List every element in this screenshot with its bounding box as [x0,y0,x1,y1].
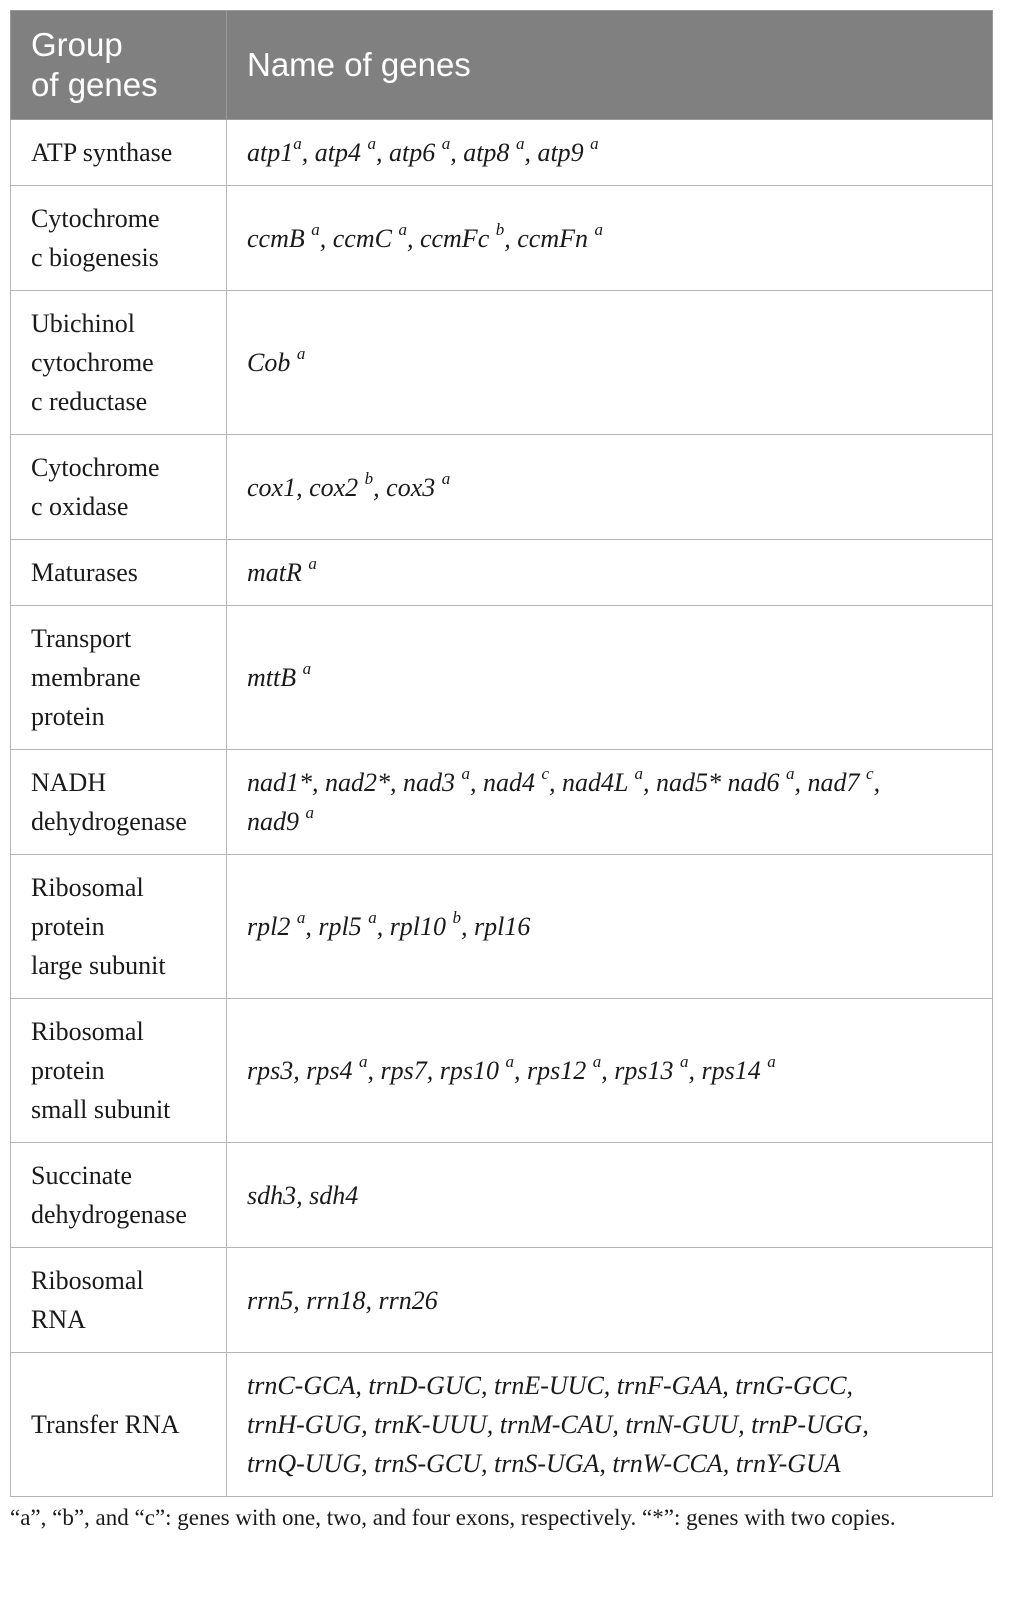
table-row [11,435,993,540]
gene-text: , nad7 [794,768,867,797]
group-cell [11,1353,227,1497]
group-name-line: c oxidase [31,492,129,521]
gene-text: , cox3 [373,472,442,502]
group-cell [11,999,227,1143]
gene-text: , rps7, rps10 [367,1056,506,1085]
genes-cell [227,291,993,435]
gene-text: Cob [247,348,297,377]
genes-cell [227,606,993,750]
table-row [11,186,993,291]
genes-table [10,10,993,1497]
header-names-line: Name of genes [247,46,471,83]
group-cell [11,1248,227,1353]
group-name-line: Succinate [31,1161,133,1190]
gene-superscript: a [515,134,525,154]
gene-text: , rpl10 [376,912,453,941]
gene-superscript: a [308,554,317,574]
gene-text: matR [247,558,309,587]
table-row [11,540,993,606]
table-footnote: “a”, “b”, and “c”: genes with one, two, and four exons, respectively. “*”: genes with two copies. [10,1505,896,1530]
gene-superscript: a [590,134,599,154]
group-name-line: NADH [31,768,107,797]
gene-text: , ccmFc [406,223,496,253]
gene-text: , rpl5 [305,912,369,941]
gene-superscript: a [305,803,314,823]
group-cell [11,291,227,435]
gene-superscript: a [505,1052,514,1072]
gene-text: , nad4L [549,768,635,797]
group-name-line: Cytochrome [31,204,160,233]
genes-cell [227,120,993,186]
table-row [11,750,993,855]
gene-superscript: a [679,1052,689,1072]
group-cell [11,1143,227,1248]
gene-text: , atp4 [301,138,368,167]
gene-superscript: a [767,1052,776,1072]
gene-superscript: b [452,908,462,928]
gene-superscript: a [293,134,302,154]
gene-text: trnH-GUG, trnK-UUU, trnM-CAU, trnN-GUU, trnP-UGG, [247,1410,869,1439]
gene-superscript: a [441,468,451,488]
gene-text: , rps12 [513,1056,593,1085]
gene-text: , ccmC [319,223,399,253]
table-row [11,1248,993,1353]
group-name-line: Transport [31,624,132,653]
group-name-line: large subunit [31,951,166,980]
genes-cell [227,750,993,855]
gene-text: trnQ-UUG, trnS-GCU, trnS-UGA, trnW-CCA, trnY-GUA [247,1449,841,1478]
group-cell [11,750,227,855]
gene-superscript: a [398,219,407,239]
genes-cell [227,1248,993,1353]
group-name-line: c reductase [31,387,148,416]
group-name-line: Maturases [31,558,138,587]
header-group-line: of genes [31,66,158,103]
group-name-line: Ubichinol [31,309,135,338]
group-name-line: Ribosomal [31,1266,144,1295]
group-name-line: dehydrogenase [31,1200,187,1229]
gene-superscript: a [592,1052,602,1072]
group-name-line: membrane [31,663,141,692]
genes-cell [227,999,993,1143]
gene-superscript: a [302,659,312,679]
group-cell [11,855,227,999]
gene-superscript: a [461,764,470,784]
group-name-line: Transfer RNA [31,1410,180,1439]
gene-text: sdh3, sdh4 [247,1180,359,1210]
gene-superscript: c [866,764,874,784]
header-group-line: Group [31,26,123,63]
gene-text: mttB [247,663,303,692]
table-body [11,120,993,1497]
table-container [10,10,995,1531]
group-name-line: Cytochrome [31,453,160,482]
table-row [11,291,993,435]
gene-text: , rps14 [688,1056,768,1085]
gene-text: , nad4 [470,768,542,797]
genes-cell [227,186,993,291]
header-name-of-genes [227,11,993,120]
gene-superscript: a [594,219,603,239]
gene-text: ccmB [247,223,312,253]
gene-superscript: a [786,764,795,784]
gene-superscript: a [634,764,644,784]
gene-text: rpl2 [247,912,297,941]
group-cell [11,435,227,540]
gene-text: cox1, cox2 [247,472,365,502]
gene-superscript: a [311,219,320,239]
gene-superscript: a [368,908,377,928]
header-group-of-genes [11,11,227,120]
table-header-row [11,11,993,120]
group-cell [11,186,227,291]
group-name-line: ATP synthase [31,138,173,167]
group-name-line: protein [31,912,105,941]
genes-cell [227,855,993,999]
gene-superscript: c [541,764,550,784]
group-name-line: RNA [31,1305,86,1334]
gene-text: , [873,768,881,797]
gene-superscript: a [358,1052,368,1072]
group-cell [11,606,227,750]
group-cell [11,120,227,186]
gene-text: , rpl16 [461,912,531,941]
gene-superscript: b [364,468,374,488]
table-row [11,855,993,999]
gene-superscript: a [296,908,306,928]
group-name-line: dehydrogenase [31,807,187,836]
group-name-line: cytochrome [31,348,154,377]
gene-superscript: a [441,134,451,154]
gene-text: rps3, rps4 [247,1056,359,1085]
table-row [11,1353,993,1497]
table-row [11,606,993,750]
table-row [11,999,993,1143]
group-cell [11,540,227,606]
gene-text: nad1*, nad2*, nad3 [247,768,462,797]
group-name-line: c biogenesis [31,243,159,272]
group-name-line: protein [31,702,105,731]
gene-superscript: a [367,134,376,154]
genes-cell [227,1353,993,1497]
gene-text: , nad5* nad6 [643,768,787,797]
genes-cell [227,1143,993,1248]
genes-cell [227,435,993,540]
gene-text: nad9 [247,807,306,836]
gene-superscript: b [495,219,505,239]
gene-text: , atp9 [524,138,591,167]
group-name-line: protein [31,1056,105,1085]
table-row [11,120,993,186]
table-row [11,1143,993,1248]
gene-text: rrn5, rrn18, rrn26 [247,1285,438,1315]
gene-text: , atp8 [450,138,516,167]
gene-text: , atp6 [375,138,442,167]
gene-text: , rps13 [601,1056,680,1085]
gene-text: , ccmFn [504,223,595,253]
group-name-line: Ribosomal [31,1017,144,1046]
group-name-line: small subunit [31,1095,171,1124]
gene-text: atp1 [247,138,294,167]
group-name-line: Ribosomal [31,873,144,902]
gene-superscript: a [296,344,306,364]
genes-cell [227,540,993,606]
gene-text: trnC-GCA, trnD-GUC, trnE-UUC, trnF-GAA, trnG-GCC, [247,1371,853,1400]
